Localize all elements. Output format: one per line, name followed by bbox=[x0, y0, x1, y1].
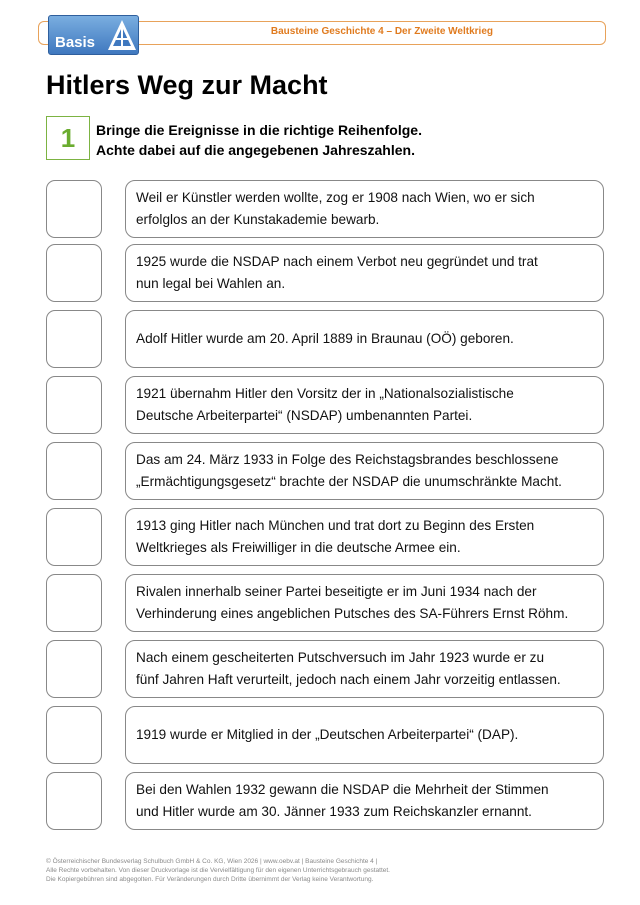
copyright-footer bbox=[46, 857, 390, 884]
order-answer-box[interactable] bbox=[46, 376, 102, 434]
event-text-line: Deutsche Arbeiterpartei“ (NSDAP) umbenannten Partei. bbox=[136, 408, 473, 423]
instruction-line: Bringe die Ereignisse in die richtige Reihenfolge. bbox=[96, 122, 422, 138]
event-text-line: Bei den Wahlen 1932 gewann die NSDAP die Mehrheit der Stimmen bbox=[136, 782, 549, 797]
event-row bbox=[46, 180, 604, 240]
event-text-line: 1921 übernahm Hitler den Vorsitz der in „Nationalsozialistische bbox=[136, 386, 514, 401]
basis-logo bbox=[48, 15, 139, 55]
order-answer-box[interactable] bbox=[46, 442, 102, 500]
event-text-line: 1925 wurde die NSDAP nach einem Verbot neu gegründet und trat bbox=[136, 254, 538, 269]
event-text-box bbox=[125, 180, 604, 238]
event-text-box bbox=[125, 310, 604, 368]
footer-line: Alle Rechte vorbehalten. Von dieser Druckvorlage ist die Vervielfältigung für den eigenen Unterrichtsgebrauch gestattet. bbox=[46, 867, 390, 874]
task-number-badge: 1 bbox=[46, 116, 90, 160]
order-answer-box[interactable] bbox=[46, 640, 102, 698]
event-text-box bbox=[125, 772, 604, 830]
instruction-line: Achte dabei auf die angegebenen Jahreszahlen. bbox=[96, 142, 415, 158]
event-text-line: 1919 wurde er Mitglied in der „Deutschen Arbeiterpartei“ (DAP). bbox=[136, 727, 519, 742]
event-row bbox=[46, 508, 604, 568]
event-text-line: Nach einem gescheiterten Putschversuch im Jahr 1923 wurde er zu bbox=[136, 650, 545, 665]
order-answer-box[interactable] bbox=[46, 772, 102, 830]
event-row bbox=[46, 244, 604, 304]
page-title: Hitlers Weg zur Macht bbox=[46, 70, 328, 100]
event-row bbox=[46, 706, 604, 766]
event-text-box bbox=[125, 376, 604, 434]
event-text-line: Weil er Künstler werden wollte, zog er 1908 nach Wien, wo er sich bbox=[136, 190, 535, 205]
header-title: Bausteine Geschichte 4 – Der Zweite Weltkrieg bbox=[270, 26, 493, 37]
event-text-line: Verhinderung eines angeblichen Putsches des SA-Führers Ernst Röhm. bbox=[136, 606, 569, 621]
event-row bbox=[46, 574, 604, 634]
order-answer-box[interactable] bbox=[46, 180, 102, 238]
order-answer-box[interactable] bbox=[46, 508, 102, 566]
footer-line: © Österreichischer Bundesverlag Schulbuch GmbH & Co. KG, Wien 2026 | www.oebv.at | Bausteine Geschichte 4 | bbox=[46, 858, 378, 865]
event-text-line: 1913 ging Hitler nach München und trat dort zu Beginn des Ersten bbox=[136, 518, 535, 533]
order-answer-box[interactable] bbox=[46, 706, 102, 764]
event-text-line: Das am 24. März 1933 in Folge des Reichstagsbrandes beschlossene bbox=[136, 452, 559, 467]
event-row bbox=[46, 640, 604, 700]
event-text-box bbox=[125, 442, 604, 500]
event-text-line: nun legal bei Wahlen an. bbox=[136, 276, 286, 291]
event-row bbox=[46, 442, 604, 502]
event-text-line: erfolglos an der Kunstakademie bewarb. bbox=[136, 212, 380, 227]
task-instructions bbox=[96, 120, 422, 160]
order-answer-box[interactable] bbox=[46, 310, 102, 368]
event-text-line: „Ermächtigungsgesetz“ brachte der NSDAP die unumschränkte Macht. bbox=[136, 474, 562, 489]
event-row bbox=[46, 772, 604, 832]
order-answer-box[interactable] bbox=[46, 244, 102, 302]
event-text-line: Adolf Hitler wurde am 20. April 1889 in Braunau (OÖ) geboren. bbox=[136, 331, 514, 346]
event-text-line: Weltkrieges als Freiwilliger in die deutsche Armee ein. bbox=[136, 540, 461, 555]
event-text-line: Rivalen innerhalb seiner Partei beseitigte er im Juni 1934 nach der bbox=[136, 584, 537, 599]
event-text-box bbox=[125, 706, 604, 764]
event-row bbox=[46, 310, 604, 370]
event-row bbox=[46, 376, 604, 436]
event-text-line: und Hitler wurde am 30. Jänner 1933 zum Reichskanzler ernannt. bbox=[136, 804, 532, 819]
footer-line: Die Kopiergebühren sind abgegolten. Für Veränderungen durch Dritte übernimmt der Verlag keine Verantwortung. bbox=[46, 876, 374, 883]
event-text-box bbox=[125, 508, 604, 566]
order-answer-box[interactable] bbox=[46, 574, 102, 632]
event-text-box bbox=[125, 244, 604, 302]
event-text-line: fünf Jahren Haft verurteilt, jedoch nach einem Jahr vorzeitig entlassen. bbox=[136, 672, 561, 687]
event-text-box bbox=[125, 574, 604, 632]
pyramid-triangle-icon bbox=[107, 18, 137, 52]
event-text-box bbox=[125, 640, 604, 698]
logo-text: Basis bbox=[55, 34, 96, 51]
